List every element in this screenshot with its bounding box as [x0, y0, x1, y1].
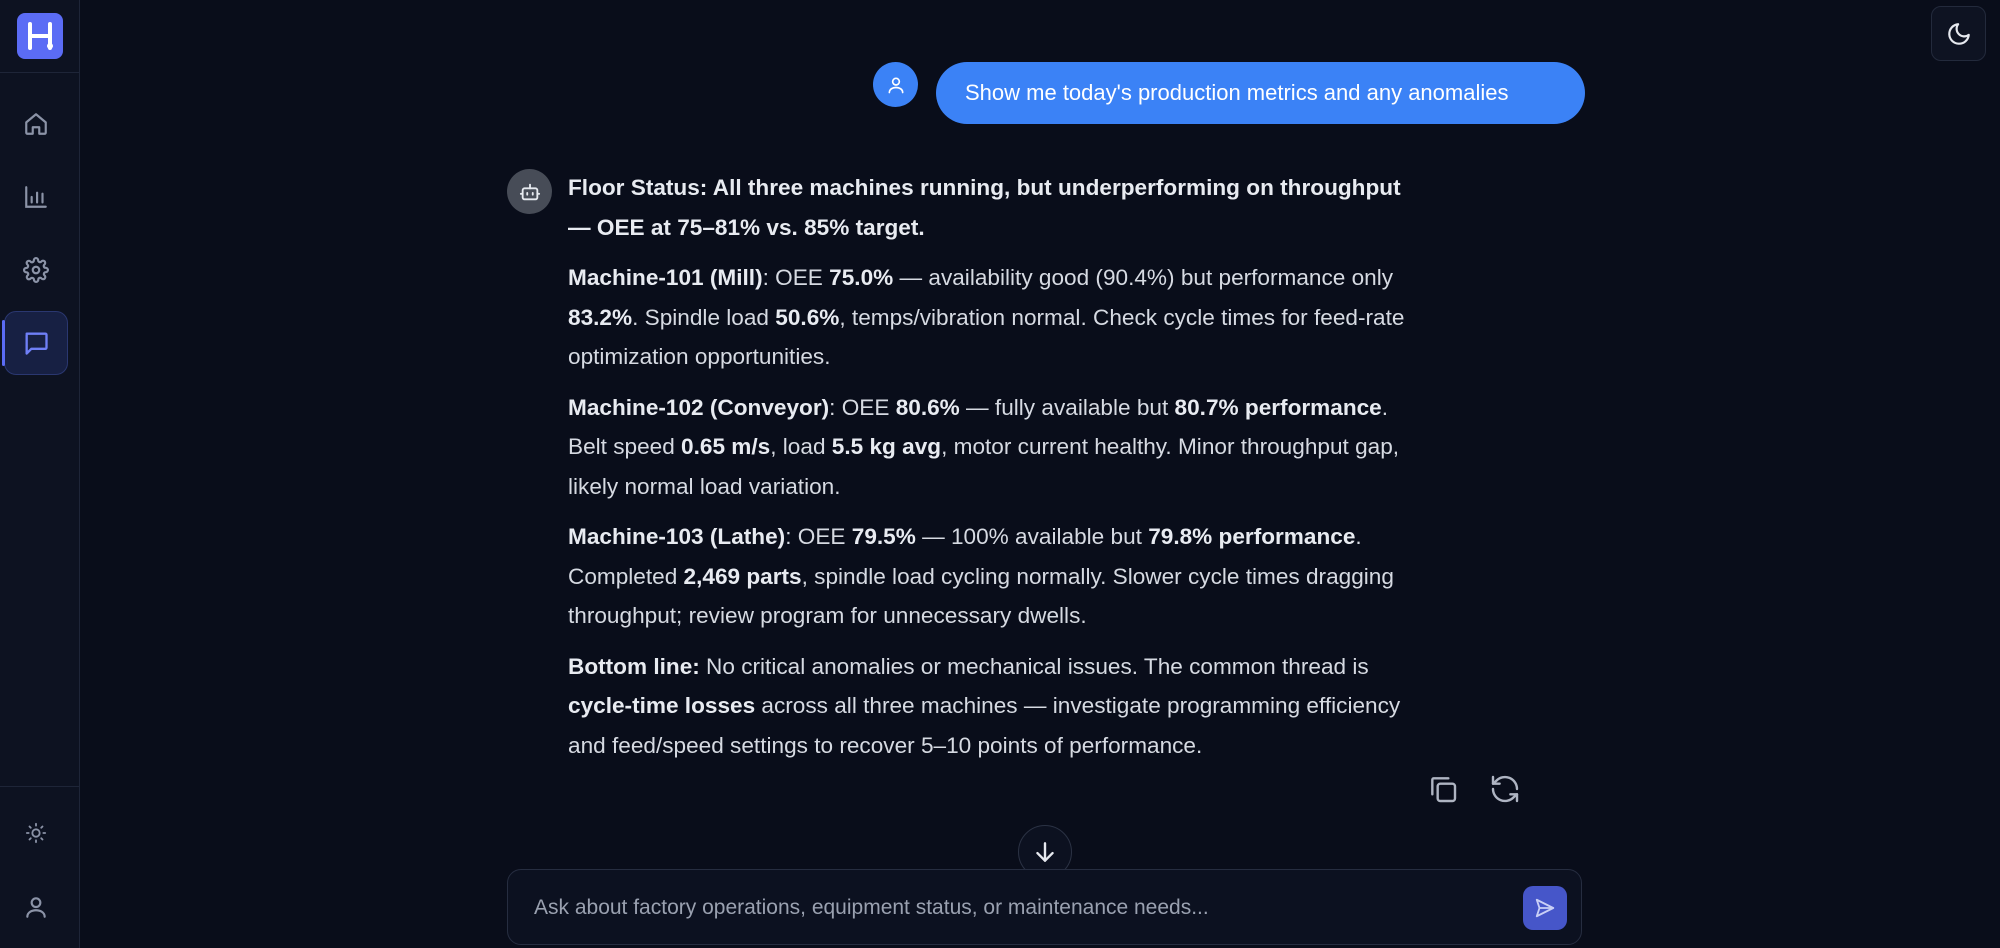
- machine-102-summary: Machine-102 (Conveyor): OEE 80.6% — fully available but 80.7% performance. Belt speed 0.65 m/s, load 5.5 kg avg, motor current healthy. Minor throughput gap, likely normal load variation.: [568, 394, 1400, 499]
- sidebar-item-analytics[interactable]: [4, 165, 68, 229]
- logo-area: [0, 0, 79, 73]
- sidebar: [0, 0, 80, 948]
- sidebar-item-chat[interactable]: [4, 311, 68, 375]
- user-avatar: [873, 62, 918, 107]
- machine-103-summary: Machine-103 (Lathe): OEE 79.5% — 100% available but 79.8% performance. Completed 2,469 parts, spindle load cycling normally. Slower cycle times dragging throughput; review program for unnecessary dwells.: [568, 524, 1394, 628]
- user-message-bubble: Show me today's production metrics and any anomalies: [936, 62, 1585, 124]
- sidebar-nav: [0, 92, 80, 384]
- theme-toggle-button[interactable]: [1931, 6, 1986, 61]
- user-message: [873, 62, 1585, 124]
- copy-icon: [1427, 773, 1459, 805]
- bottom-line-summary: Bottom line: No critical anomalies or mechanical issues. The common thread is cycle-time losses across all three machines — investigate programming efficiency and feed/speed settings to recover 5–10 points of performance.: [568, 653, 1401, 758]
- machine-name: Machine-102 (Conveyor): [568, 394, 830, 420]
- user-icon: [886, 75, 906, 95]
- arrow-down-icon: [1032, 839, 1058, 865]
- gear-icon: [23, 257, 49, 283]
- bar-chart-icon: [23, 184, 49, 210]
- regenerate-button[interactable]: [1488, 772, 1522, 806]
- send-button[interactable]: [1523, 886, 1567, 930]
- bot-icon: [519, 181, 541, 203]
- machine-name: Machine-103 (Lathe): [568, 524, 786, 549]
- machine-name: Machine-101 (Mill): [568, 265, 763, 290]
- chat-icon: [22, 329, 50, 357]
- status-headline: Floor Status: All three machines running, but underperforming on throughput — OEE at 75–81% vs. 85% target.: [568, 175, 1401, 240]
- sidebar-item-profile[interactable]: [4, 879, 68, 935]
- machine-101-summary: Machine-101 (Mill): OEE 75.0% — availability good (90.4%) but performance only 83.2%. Spindle load 50.6%, temps/vibration normal. Check cycle times for feed-rate optimization opportunities.: [568, 265, 1405, 369]
- copy-button[interactable]: [1426, 772, 1460, 806]
- hub-logo-icon[interactable]: [17, 13, 63, 59]
- home-icon: [23, 111, 49, 137]
- assistant-message: [568, 168, 1428, 776]
- sidebar-item-brightness[interactable]: [4, 805, 68, 861]
- sidebar-item-home[interactable]: [4, 92, 68, 156]
- chat-input[interactable]: [532, 888, 1482, 928]
- sidebar-item-settings[interactable]: [4, 238, 68, 302]
- moon-icon: [1946, 21, 1972, 47]
- message-actions: [1426, 772, 1550, 806]
- send-icon: [1534, 897, 1556, 919]
- assistant-avatar: [507, 169, 552, 214]
- sun-icon: [25, 822, 47, 844]
- chat-composer: [507, 869, 1582, 945]
- user-icon: [23, 894, 49, 920]
- refresh-icon: [1489, 773, 1521, 805]
- sidebar-bottom: [0, 786, 80, 948]
